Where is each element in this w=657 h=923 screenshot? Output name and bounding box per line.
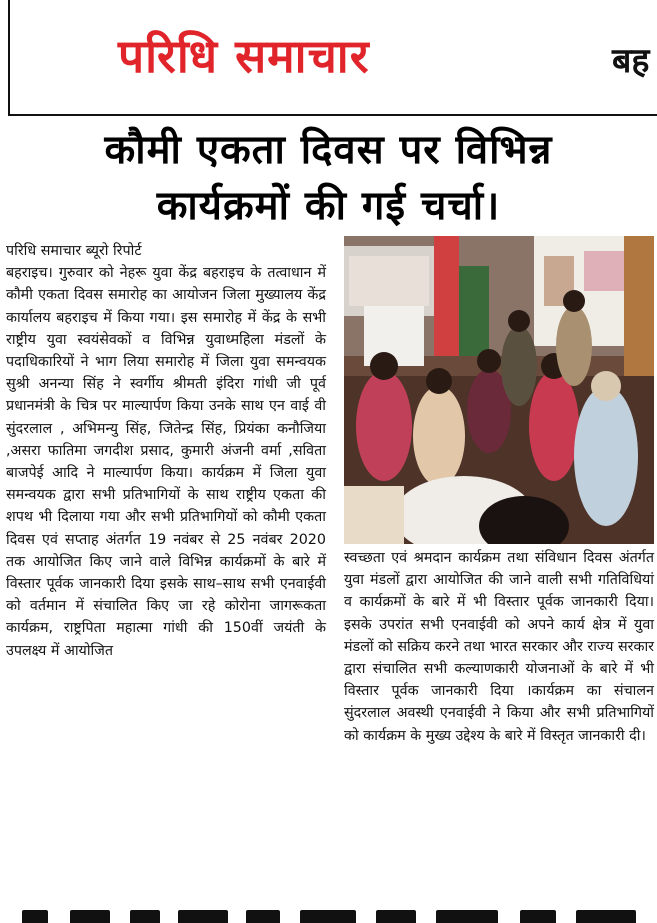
article-left-column [6,240,326,662]
next-headline-cutoff [0,904,657,923]
cutoff-glyph [576,910,636,923]
cutoff-glyph [436,910,498,923]
cutoff-glyph [70,910,110,923]
masthead-title: परिधि समाचार [118,29,370,83]
cutoff-glyph [178,910,228,923]
headline-line-1: कौमी एकता दिवस पर विभिन्न [104,127,553,173]
article-body-right: स्वच्छता एवं श्रमदान कार्यक्रम तथा संविधान दिवस अंतर्गत युवा मंडलों द्वारा आयोजित की जाने वाली सभी गतिविधियां व कार्यक्रमों के बारे में भी विस्तार पूर्वक जानकारी दिया। इसके उपरांत सभी एनवाईवी को अपने कार्य क्षेत्र में युवा मंडलों को सक्रिय करने तथा भारत सरकार और राज्य सरकार द्वारा संचालित सभी कल्याणकारी योजनाओं के बारे में भी विस्तार पूर्वक जानकारी दिया ।कार्यक्रम का संचालन सुंदरलाल अवस्थी एनवाईवी ने किया और सभी प्रतिभागियों को कार्यक्रम के मुख्य उद्देश्य के बारे में विस्तृत जानकारी दी। [344,550,654,744]
newspaper-masthead [8,0,657,116]
event-photo [344,236,654,544]
article-byline: परिधि समाचार ब्यूरो रिपोर्ट [6,243,142,259]
cutoff-glyph [22,910,48,923]
article-headline [0,122,657,234]
cutoff-glyph [520,910,556,923]
article-body-left: बहराइच। गुरुवार को नेहरू युवा केंद्र बहराइच के तत्वाधान में कौमी एकता दिवस समारोह का आयोजन जिला मुख्यालय केंद्र कार्यालय बहराइच में किया गया। इस समारोह में केंद्र के सभी राष्ट्रीय युवा स्वयंसेवकों व विभिन्न युवाध्महिला मंडलों के पदाधिकारियों ने भाग लिया समारोह में जिला युवा समन्वयक सुश्री अनन्या सिंह ने स्वर्गीय श्रीमती इंदिरा गांधी जी पूर्व प्रधानमंत्री के चित्र पर माल्यार्पण किया उनके साथ एन वाई वी सुंदरलाल , अभिमन्यु सिंह, जितेन्द्र सिंह, प्रियंका कनौजिया ,असरा फातिमा जगदीश प्रसाद, कुमारी अंजनी वर्मा ,सविता बाजपेई आदि ने माल्यार्पण किया। कार्यक्रम में जिला युवा समन्वयक द्वारा सभी प्रतिभागियों के साथ राष्ट्रीय एकता की शपथ भी दिलाया गया और सभी प्रतिभागियों को कौमी एकता दिवस एवं सप्ताह अंतर्गत 19 नवंबर से 25 नवंबर 2020 तक आयोजित किए जाने वाले विभिन्न कार्यक्रमों के बारे में विस्तार पूर्वक जानकारी दिया इसके साथ–साथ सभी एनवाईवी को वर्तमान में संचालित किए जा रहे कोरोना जागरूकता कार्यक्रम, राष्ट्रपिता महात्मा गांधी की 150वीं जयंती के उपलक्ष्य में आयोजित [6,265,326,659]
cutoff-glyph [246,910,280,923]
headline-line-2: कार्यक्रमों की गई चर्चा। [156,183,501,229]
cutoff-glyph [130,910,160,923]
cutoff-glyph [300,910,356,923]
article-right-column [344,547,654,747]
masthead-cut-text: बह [612,41,650,81]
event-photo-illustration [344,236,654,544]
cutoff-glyph [376,910,416,923]
